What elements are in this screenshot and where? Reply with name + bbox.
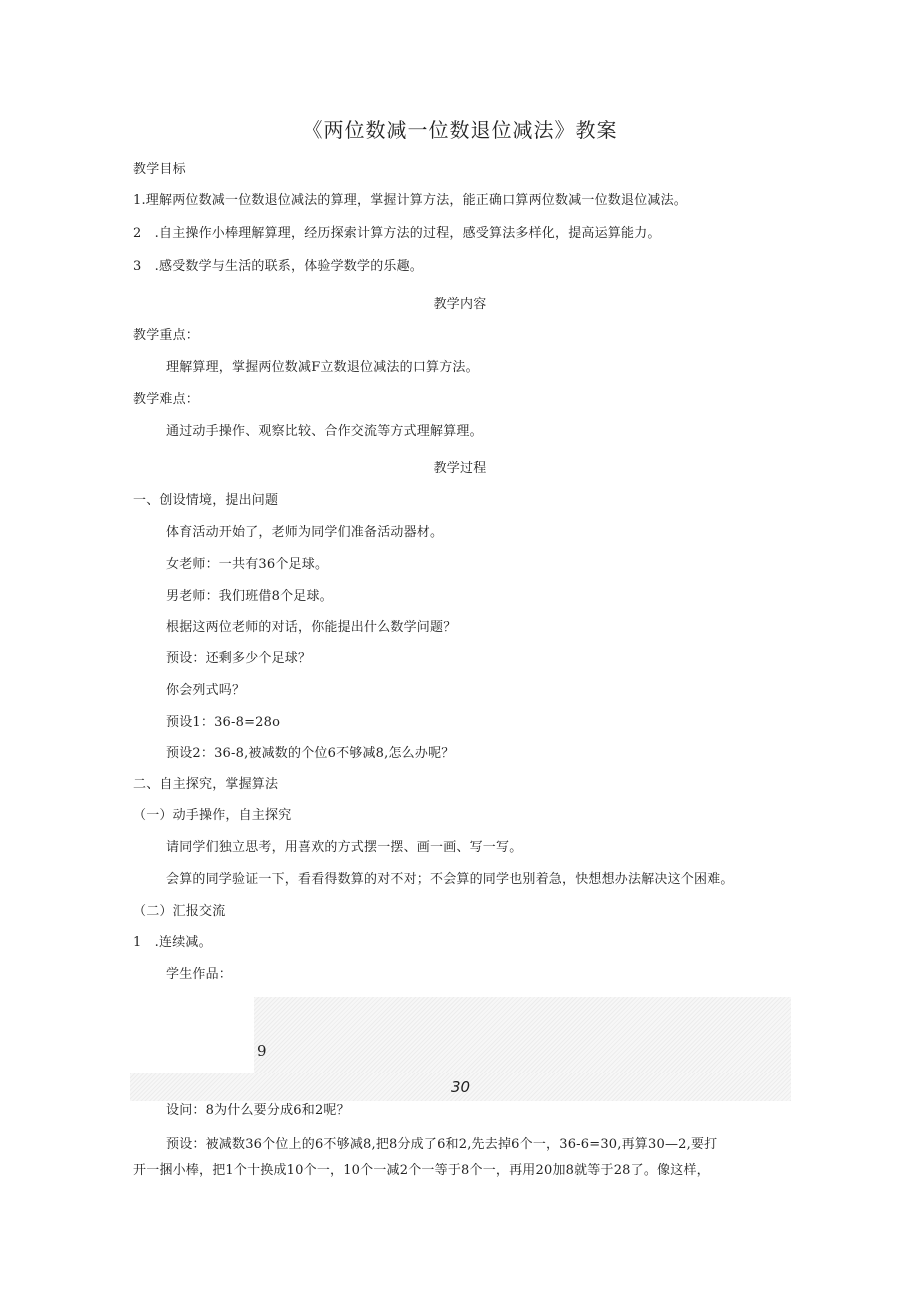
subsection-2-title: （二）汇报交流 (133, 904, 226, 919)
section-1-line: 根据这两位老师的对话，你能提出什么数学问题？ (166, 620, 457, 635)
section-1-line: 男老师：我们班借8个足球。 (166, 589, 333, 604)
objective-item-3: 3 .感受数学与生活的联系，体验学数学的乐趣。 (133, 259, 424, 274)
objective-item-2: 2 .自主操作小棒理解算理，经历探索计算方法的过程，感受算法多样化，提高运算能力。 (133, 226, 661, 241)
section-1-line: 体育活动开始了，老师为同学们准备活动器材。 (166, 525, 444, 540)
key-point-label: 教学重点： (133, 328, 200, 343)
answer-line-1: 预设：被减数36个位上的6不够减8,把8分成了6和2,先去掉6个一，36-6=30,再算30—2,要打 (166, 1137, 718, 1152)
method-item-1: 1 .连续减。 (133, 935, 212, 950)
objective-item-1: 1.理解两位数减一位数退位减法的算理，掌握计算方法，能正确口算两位数减一位数退位减法。 (133, 193, 688, 208)
difficulty-label: 教学难点： (133, 392, 200, 407)
difficulty-text: 通过动手操作、观察比较、合作交流等方式理解算理。 (166, 424, 483, 439)
section-1-line: 你会列式吗？ (166, 683, 246, 698)
figure-label-9: 9 (257, 1042, 267, 1060)
objectives-heading: 教学目标 (133, 162, 186, 177)
figure-upper-panel (254, 997, 791, 1073)
section-1-line: 预设1：36-8=28o (166, 715, 281, 730)
key-point-text: 理解算理，掌握两位数减F立数退位减法的口算方法。 (166, 360, 479, 375)
answer-line-2: 开一捆小棒，把1个十换成10个一，10个一减2个一等于8个一，再用20加8就等于28了。像这样， (133, 1163, 710, 1178)
subsection-1-line: 请同学们独立思考，用喜欢的方式摆一摆、画一画、写一写。 (166, 840, 523, 855)
process-heading: 教学过程 (433, 461, 487, 476)
student-work-figure (130, 997, 791, 1101)
figure-label-30: 30 (451, 1078, 471, 1096)
section-1-line: 预设：还剩多少个足球？ (166, 651, 312, 666)
section-1-line: 女老师：一共有36个足球。 (166, 557, 329, 572)
section-2-title: 二、自主探究，掌握算法 (133, 777, 279, 792)
section-1-title: 一、创设情境，提出问题 (133, 493, 279, 508)
subsection-1-line: 会算的同学验证一下，看看得数算的对不对；不会算的同学也别着急，快想想办法解决这个困难。 (166, 872, 734, 887)
section-1-line: 预设2：36-8,被减数的个位6不够减8,怎么办呢？ (166, 746, 455, 761)
content-heading: 教学内容 (433, 297, 487, 312)
student-work-label: 学生作品： (166, 967, 233, 982)
subsection-1-title: （一）动手操作，自主探究 (133, 808, 292, 823)
document-title: 《两位数减一位数退位减法》教案 (302, 118, 618, 142)
question-line: 设问：8为什么要分成6和2呢？ (166, 1103, 350, 1118)
